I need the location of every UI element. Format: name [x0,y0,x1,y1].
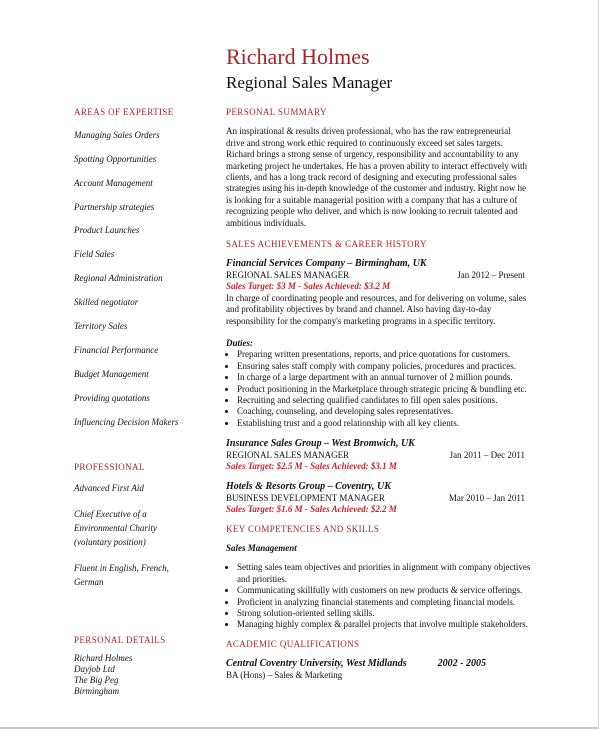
expertise-item: Account Management [74,177,153,188]
job-list [226,258,531,515]
professional-list [74,481,209,589]
candidate-name: Richard Holmes [226,44,370,69]
job-description: In charge of coordinating people and resources, and for delivering on volume, sales and profitability objectives by brand and channel. Also having day-to-day responsibility for the company's marketing programs in a specific territory. [226,292,527,326]
skill-item: • Proficient in analyzing financial statements and completing financial models. [237,597,531,608]
duty-item: • Recruiting and selecting qualified candidates to fill open sales positions. [237,395,531,406]
job-sales-target: Sales Target: $3 M - Sales Achieved: $3.2 M [226,281,391,292]
skill-item: • Communicating skillfully with customers on new products & service offerings. [237,585,531,596]
expertise-item: Skilled negotiator [74,297,139,308]
professional-item: Advanced First Aid [74,482,144,493]
school-dates: 2002 - 2005 [437,658,486,670]
academic-heading: ACADEMIC QUALIFICATIONS [226,638,360,649]
job-dates: Jan 2012 – Present [457,269,525,280]
job-entry [226,438,531,472]
professional-heading: PROFESSIONAL [74,461,145,472]
expertise-item: Partnership strategies [74,201,155,212]
job-company: Insurance Sales Group – West Bromwich, UK [226,438,415,450]
personal-detail: Dayjob Ltd [74,663,115,674]
professional-item: Fluent in English, French, German [74,562,169,587]
degree: BA (Hons) – Sales & Marketing [226,669,343,680]
duty-item: • Ensuring sales staff comply with company policies, procedures and practices. [237,361,531,372]
expertise-item: Territory Sales [74,321,128,332]
skills-list [226,562,531,630]
expertise-item: Managing Sales Orders [74,129,160,140]
school-name: Central Coventry University, West Midlands [226,658,407,670]
job-sales-target: Sales Target: $1.6 M - Sales Achieved: $2.2 M [226,504,397,515]
job-company: Financial Services Company – Birmingham, UK [226,258,427,270]
job-dates: Mar 2010 – Jan 2011 [448,492,525,503]
job-role: BUSINESS DEVELOPMENT MANAGER [226,492,385,503]
expertise-item: Providing quotations [74,392,150,403]
expertise-heading: AREAS OF EXPERTISE [74,107,174,117]
personal-detail: Richard Holmes [74,652,133,663]
job-dates: Jan 2011 – Dec 2011 [449,449,525,460]
summary-text: An inspirational & results driven professional, who has the raw entrepreneurial drive and strong work ethic required to continuously exceed set sales targets. Richard brings a strong sense of urgency, responsibility and accountability to any marketing project he undertakes. He has a proven ability to interact effectively with clients, and has a long track record of designing and executing professional sales strategies using his in-depth knowledge of the customer and industry. Right now he is looking for a suitable managerial position with a company that has a culture of recognizing people who deliver, and which is now looking to recruit talented and ambitious individuals. [226,126,527,228]
skill-item: • Setting sales team objectives and priorities in alignment with company objectives and priorities. [237,562,531,585]
job-role-row [226,270,531,281]
expertise-list [74,129,209,428]
job-role-row [226,450,531,461]
duties-list [226,349,531,429]
personal-detail: Birmingham [74,685,119,696]
job-role: REGIONAL SALES MANAGER [226,449,350,460]
job-company: Hotels & Resorts Group – Coventry, UK [226,481,391,493]
duty-item: • Preparing written presentations, reports, and price quotations for customers. [237,349,531,360]
main-content [226,107,531,681]
job-entry [226,481,531,515]
skills-subheading: Sales Management [226,543,297,553]
job-entry [226,258,531,429]
skills-heading: KEY COMPETENCIES AND SKILLS [226,523,380,534]
duty-item: • Product positioning in the Marketplace through strategic pricing & bundling etc. [237,384,531,395]
job-role: REGIONAL SALES MANAGER [226,269,350,280]
expertise-item: Budget Management [74,368,149,379]
job-role-row [226,493,531,504]
candidate-title: Regional Sales Manager [226,73,393,92]
expertise-item: Financial Performance [74,344,159,355]
skill-item: • Strong solution-oriented selling skills. [237,608,531,619]
career-heading: SALES ACHIEVEMENTS & CAREER HISTORY [226,239,427,250]
expertise-item: Spotting Opportunities [74,153,157,164]
duty-item: • Coaching, counseling, and developing sales representatives. [237,406,531,417]
sidebar [74,107,209,697]
personal-details [74,653,209,697]
job-sales-target: Sales Target: $2.5 M - Sales Achieved: $3.1 M [226,460,397,471]
duties-label: Duties: [226,337,253,348]
expertise-item: Field Sales [74,249,115,260]
summary-heading: PERSONAL SUMMARY [226,107,327,117]
duty-item: • Establishing trust and a good relationship with all key clients. [237,418,531,429]
personal-heading: PERSONAL DETAILS [74,634,166,645]
expertise-item: Influencing Decision Makers [74,416,179,427]
expertise-item: Product Launches [74,225,140,236]
skill-item: • Managing highly complex & parallel projects that involve multiple stakeholders. [237,619,531,630]
professional-item: Chief Executive of a Environmental Charity (voluntary position) [74,508,157,547]
personal-detail: The Big Peg [74,674,119,685]
expertise-item: Regional Administration [74,273,163,284]
duty-item: • In charge of a large department with an annual turnover of 2 million pounds. [237,372,531,383]
